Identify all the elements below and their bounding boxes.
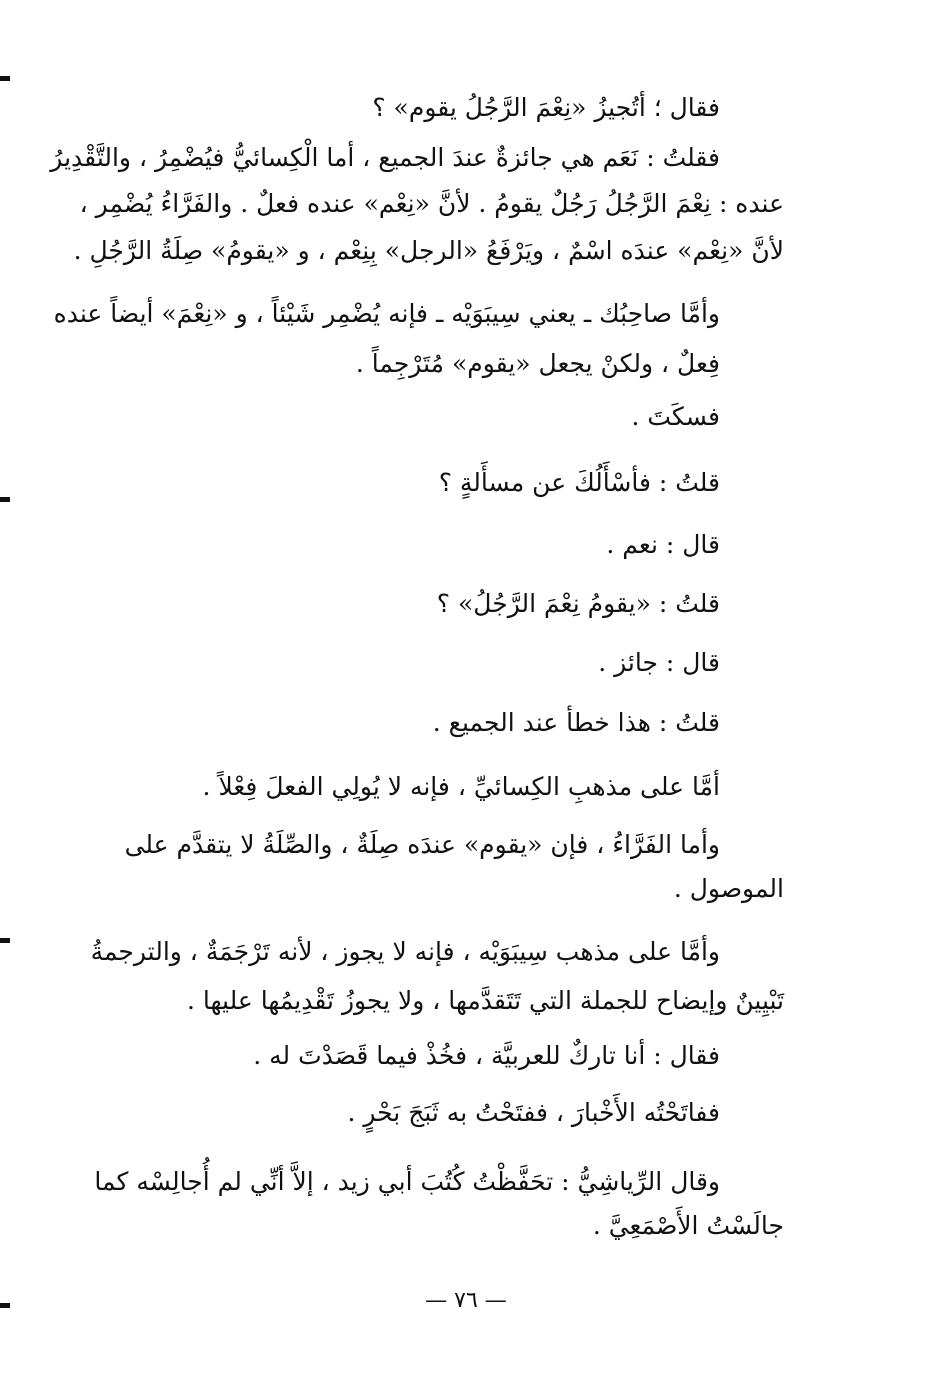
page-number: — ٧٦ — (425, 1288, 507, 1313)
text-line: قلتُ : هذا خطأ عند الجميع . (432, 708, 720, 737)
text-line: عنده : نِعْمَ الرَّجُلُ رَجُلٌ يقومُ . لأنَّ «نِعْم» عنده فعلٌ . والفَرَّاءُ يُضْمِر ، (79, 189, 784, 218)
text-line: فقلتُ : نَعَم هي جائزةٌ عندَ الجميع ، أما الْكِسائيُّ فيُضْمِرُ ، والتَّقْدِيرُ (50, 143, 720, 172)
text-line: فقال : أنا تاركٌ للعربيَّة ، فخُذْ فيما قَصَدْتَ له . (253, 1041, 720, 1070)
text-line: جالَسْتُ الأَصْمَعِيَّ . (592, 1211, 784, 1240)
text-line: لأنَّ «نِعْم» عندَه اسْمٌ ، ويَرْفَعُ «الرجل» بِنِعْم ، و «يقومُ» صِلَةُ الرَّجُلِ . (73, 236, 784, 265)
margin-mark (0, 938, 10, 943)
text-line: وأمَّا صاحِبُك ـ يعني سِيبَوَيْه ـ فإنه يُضْمِر شَيْئاً ، و «نِعْمَ» أيضاً عنده (53, 299, 720, 328)
text-line: قال : جائز . (598, 648, 720, 677)
margin-mark (0, 497, 10, 502)
text-line: وأمَّا على مذهب سِيبَوَيْه ، فإنه لا يجوز ، لأنه تَرْجَمَةٌ ، والترجمةُ (90, 937, 720, 966)
text-line: ففاتَحْتُه الأَخْبارَ ، ففتَحْتُ به ثَبَجَ بَحْرٍ . (347, 1098, 720, 1127)
text-line: الموصول . (673, 874, 784, 903)
text-line: فقال ؛ أتُجيزُ «نِعْمَ الرَّجُلُ يقوم» ؟ (372, 93, 720, 122)
text-line: وقال الرِّياشِيُّ : تحَفَّظْتُ كُتُبَ أبي زيد ، إلاَّ أنِّي لم أُجالِسْه كما (94, 1167, 720, 1196)
text-line: فِعلٌ ، ولكنْ يجعل «يقوم» مُتَرْجِماً . (355, 349, 720, 378)
text-line: تَبْيِينٌ وإيضاح للجملة التي تَتَقدَّمها ، ولا يجوزُ تَقْدِيمُها عليها . (187, 986, 784, 1015)
text-line: وأما الفَرَّاءُ ، فإن «يقوم» عندَه صِلَةٌ ، والصِّلَةُ لا يتقدَّم على (124, 830, 720, 859)
text-line: أمَّا على مذهبِ الكِسائيِّ ، فإنه لا يُولِي الفعلَ فِعْلاً . (202, 772, 720, 801)
text-line: قلتُ : فأسْأَلُكَ عن مسأَلةٍ ؟ (438, 468, 720, 497)
margin-mark (0, 76, 10, 81)
text-line: قلتُ : «يقومُ نِعْمَ الرَّجُلُ» ؟ (436, 589, 720, 618)
text-line: قال : نعم . (606, 530, 720, 559)
text-line: فسكَتَ . (631, 402, 720, 431)
